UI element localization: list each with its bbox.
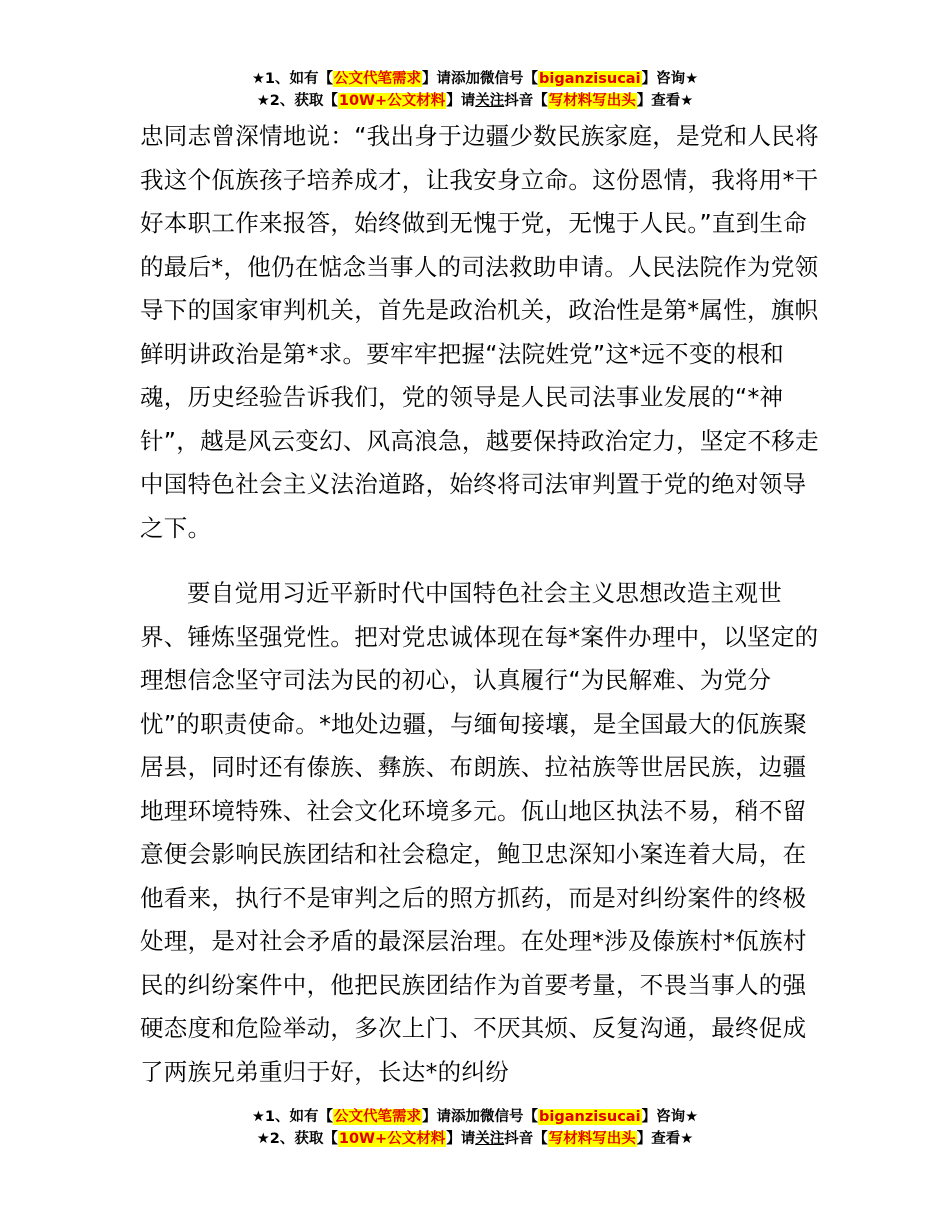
banner-highlight: 10W+公文材料	[338, 1131, 446, 1147]
banner-highlight: biganzisucai	[539, 1109, 641, 1125]
banner-text: 】请	[446, 93, 476, 109]
banner-text: 】请	[422, 1109, 452, 1125]
banner-text: ★2、获取【	[256, 1131, 338, 1147]
footer-banner	[0, 1106, 950, 1150]
banner-highlight: biganzisucai	[539, 71, 641, 87]
banner-text: 微信号【	[480, 71, 539, 87]
banner-line-1	[0, 68, 950, 90]
banner-text: ★2、获取【	[256, 93, 338, 109]
banner-underlined: 关注	[475, 93, 505, 109]
banner-highlight: 公文代笔需求	[334, 1109, 422, 1125]
banner-text: 抖音【	[504, 93, 548, 109]
banner-text: 抖音【	[504, 1131, 548, 1147]
banner-line-2	[0, 90, 950, 112]
banner-text: ★1、如有【	[251, 71, 334, 87]
banner-text: 】查看★	[636, 1131, 694, 1147]
header-banner	[0, 68, 950, 112]
banner-line-2	[0, 1128, 950, 1150]
banner-underlined: 关注	[475, 1131, 505, 1147]
paragraph: 要自觉用习近平新时代中国特色社会主义思想改造主观世界、锤炼坚强党性。把对党忠诚体现在每*案件办理中，以坚定的理想信念坚守司法为民的初心，认真履行“为民解难、为党分忧”的职责使命。*地处边疆，与缅甸接壤，是全国最大的佤族聚居县，同时还有傣族、彝族、布朗族、拉祜族等世居民族，边疆地理环境特殊、社会文化环境多元。佤山地区执法不易，稍不留意便会影响民族团结和社会稳定，鲍卫忠深知小案连着大局，在他看来，执行不是审判之后的照方抓药，而是对纠纷案件的终极处理，是对社会矛盾的最深层治理。在处理*涉及傣族村*佤族村民的纠纷案件中，他把民族团结作为首要考量，不畏当事人的强硬态度和危险举动，多次上门、不厌其烦、反复沟通，最终促成了两族兄弟重归于好，长达*的纠纷	[140, 579, 819, 1086]
banner-text: 微信号【	[480, 1109, 539, 1125]
paragraph: 忠同志曾深情地说：“我出身于边疆少数民族家庭，是党和人民将我这个佤族孩子培养成才，让我安身立命。这份恩情，我将用*干好本职工作来报答，始终做到无愧于党，无愧于人民。”直到生命的最后*，他仍在惦念当事人的司法救助申请。人民法院作为党领导下的国家审判机关，首先是政治机关，政治性是第*属性，旗帜鲜明讲政治是第*求。要牢牢把握“法院姓党”这*远不变的根和魂，历史经验告诉我们，党的领导是人民司法事业发展的“*神针”，越是风云变幻、风高浪急，越要保持政治定力，坚定不移走中国特色社会主义法治道路，始终将司法审判置于党的绝对领导之下。	[140, 122, 819, 542]
document-body	[140, 115, 820, 1094]
banner-text: 】查看★	[636, 93, 694, 109]
banner-highlight: 写材料写出头	[548, 93, 636, 109]
banner-text: 添加	[451, 71, 481, 87]
banner-line-1	[0, 1106, 950, 1128]
banner-text: 】请	[422, 71, 452, 87]
banner-highlight: 公文代笔需求	[334, 71, 422, 87]
banner-text: 】咨询★	[641, 71, 699, 87]
banner-text: ★1、如有【	[251, 1109, 334, 1125]
banner-text: 添加	[451, 1109, 481, 1125]
banner-text: 】请	[446, 1131, 476, 1147]
banner-text: 】咨询★	[641, 1109, 699, 1125]
banner-highlight: 10W+公文材料	[338, 93, 446, 109]
banner-highlight: 写材料写出头	[548, 1131, 636, 1147]
